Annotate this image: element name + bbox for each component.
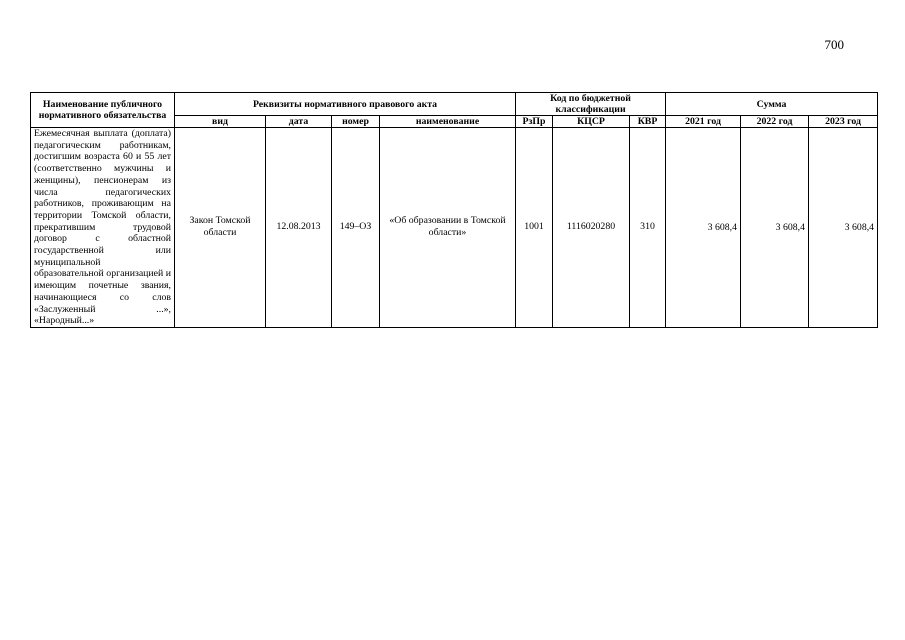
amount-2021-cell: 3 608,4 xyxy=(666,128,741,328)
header-amount: Сумма xyxy=(666,93,878,116)
obligation-cell xyxy=(31,128,175,328)
header-2023: 2023 год xyxy=(809,116,878,128)
header-act-details: Реквизиты нормативного правового акта xyxy=(175,93,516,116)
header-2022: 2022 год xyxy=(741,116,809,128)
header-2021: 2021 год xyxy=(666,116,741,128)
amount-2022-cell: 3 608,4 xyxy=(741,128,809,328)
rzpr-cell: 1001 xyxy=(516,128,553,328)
header-type: вид xyxy=(175,116,266,128)
amount-2023-cell: 3 608,4 xyxy=(809,128,878,328)
header-rzpr: РзПр xyxy=(516,116,553,128)
table-row xyxy=(31,128,878,328)
act-name-cell: «Об образовании в Томской области» xyxy=(380,128,516,328)
number-cell: 149–ОЗ xyxy=(332,128,380,328)
header-kcsr: КЦСР xyxy=(553,116,630,128)
kvr-cell: 310 xyxy=(630,128,666,328)
header-budget-code: Код по бюджетной классификации xyxy=(516,93,666,116)
kcsr-cell: 1116020280 xyxy=(553,128,630,328)
header-date: дата xyxy=(266,116,332,128)
header-obligation: Наименование публичного нормативного обязательства xyxy=(31,93,175,128)
date-cell: 12.08.2013 xyxy=(266,128,332,328)
type-cell: Закон Томской области xyxy=(175,128,266,328)
obligation-text: Ежемесячная выплата (доплата) педагогическим работникам, достигшим возраста 60 и 55 лет (соответственно мужчины и женщины), пенсионерам из числа педагогических работников, проживающим на территории Томской области, прекратившим трудовой договор с областной государственной или муниципальной образовательной организацией и имеющим почетные звания, начинающиеся со слов «Заслуженный ...», «Народный...» xyxy=(34,128,171,327)
header-name: наименование xyxy=(380,116,516,128)
budget-table xyxy=(30,92,878,328)
header-kvr: КВР xyxy=(630,116,666,128)
page-number: 700 xyxy=(824,37,844,52)
header-number: номер xyxy=(332,116,380,128)
